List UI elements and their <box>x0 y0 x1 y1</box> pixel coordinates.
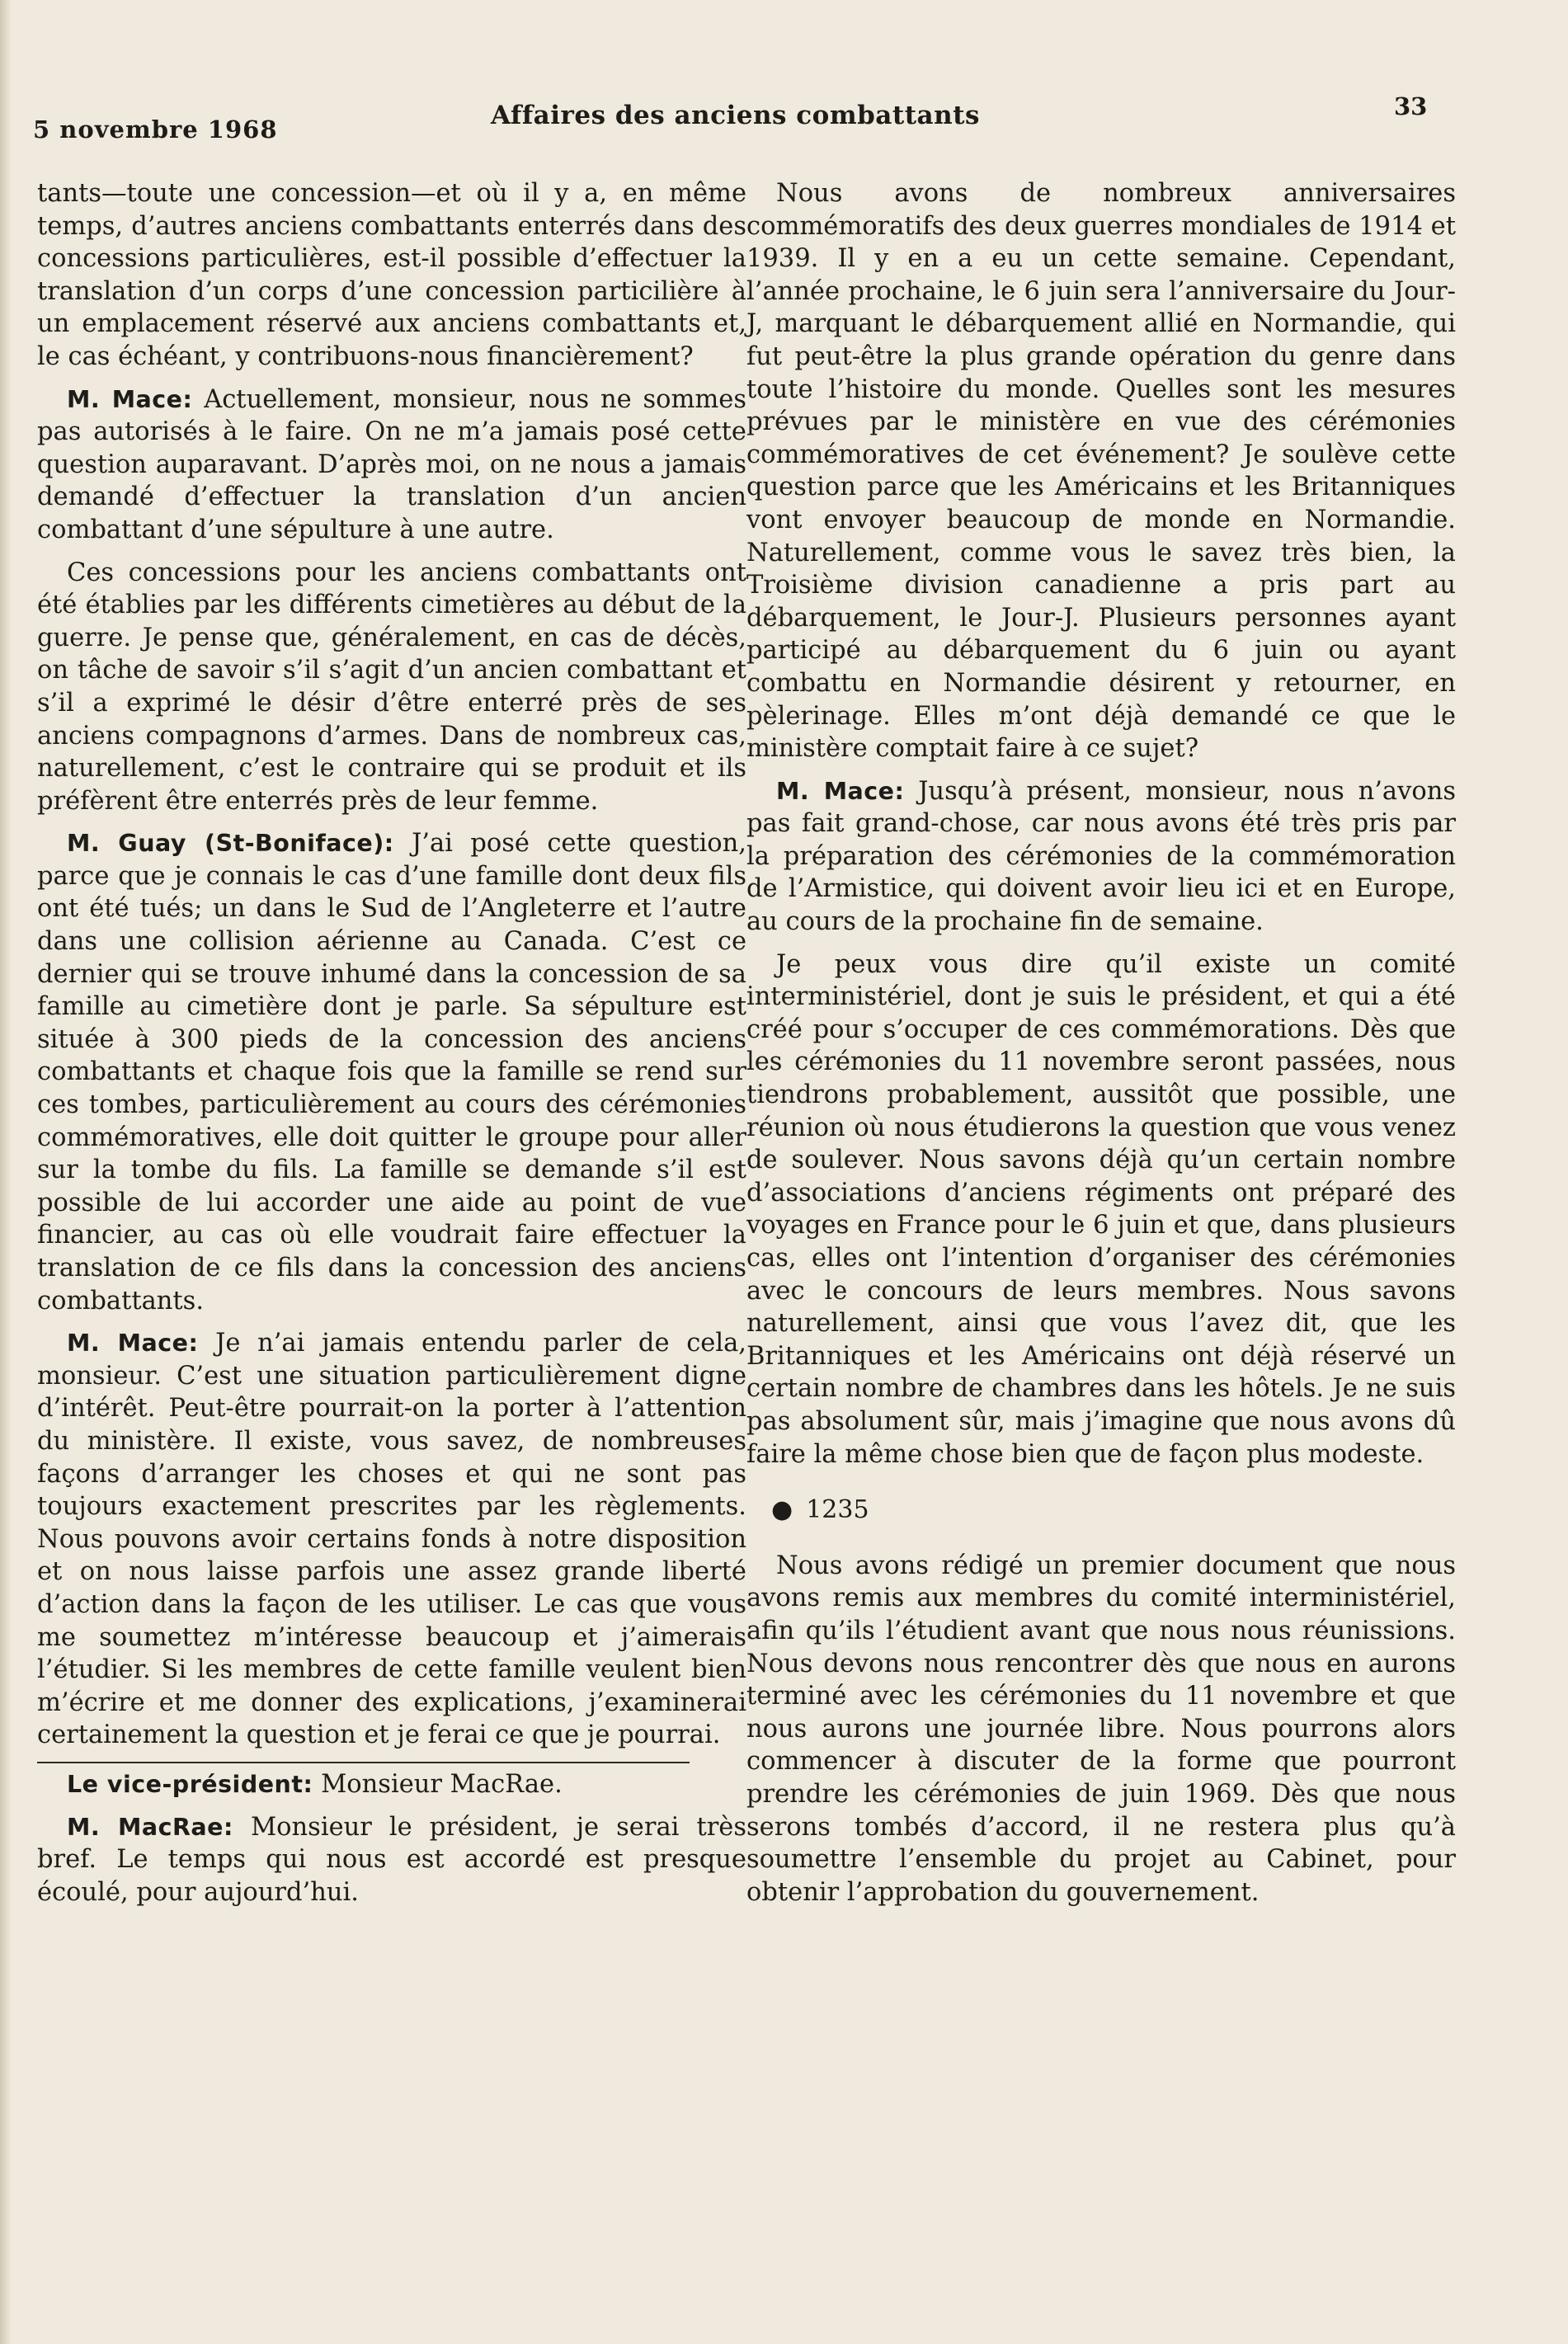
paragraph: Ces concessions pour les anciens combattants ont été établies par les différents cimetières au début de la guerre. Je pense que, généralement, en cas de décès, on tâche de savoir s’il s’agit d’un ancien combattant et s’il a exprimé le désir d’être enterré près de ses anciens compagnons d’armes. Dans de nombreux cas, naturellement, c’est le contraire qui se produit et ils préfèrent être enterrés près de leur femme. <box>37 558 746 816</box>
speaker-name: M. Mace: <box>67 1330 199 1358</box>
paragraph <box>37 384 746 547</box>
paragraph <box>746 775 1456 939</box>
left-column <box>37 177 746 1918</box>
speech-text: Monsieur le président, je serai très bref. Le temps qui nous est accordé est presque écoulé, pour aujourd’hui. <box>37 1812 746 1907</box>
time-marker <box>771 1494 1456 1527</box>
speaker-name: M. Guay (St-Boniface): <box>67 830 394 858</box>
paragraph <box>37 1811 746 1909</box>
paragraph: tants—toute une concession—et où il y a, en même temps, d’autres anciens combattants enterrés dans des concessions particulières, est-il possible d’effectuer la translation d’un corps d’une concession particilière à un emplacement réservé aux anciens combattants et, le cas échéant, y contribuons-nous financièrement? <box>37 179 746 371</box>
paragraph: Nous avons de nombreux anniversaires commémoratifs des deux guerres mondiales de 1914 et 1939. Il y en a eu un cette semaine. Cependant, l’année prochaine, le 6 juin sera l’anniversaire du Jour-J, marquant le débarquement allié en Normandie, qui fut peut-être la plus grande opération du genre dans toute l’histoire du monde. Quelles sont les mesures prévues par le ministère en vue des cérémonies commémoratives de cet événement? Je soulève cette question parce que les Américains et les Britanniques vont envoyer beaucoup de monde en Normandie. Naturellement, comme vous le savez très bien, la Troisième division canadienne a pris part au débarquement, le Jour-J. Plusieurs personnes ayant participé au débarquement du 6 juin ou ayant combattu en Normandie désirent y retourner, en pèlerinage. Elles m’ont déjà demandé ce que le ministère comptait faire à ce sujet? <box>746 179 1456 764</box>
speech-text: J’ai posé cette question, parce que je connais le cas d’une famille dont deux fils ont été tués; un dans le Sud de l’Angleterre et l’autre dans une collision aérienne au Canada. C’est ce dernier qui se trouve inhumé dans la concession de sa famille au cimetière dont je parle. Sa sépulture est située à 300 pieds de la concession des anciens combattants et chaque fois que la famille se rend sur ces tombes, particulièrement au cours des cérémonies commémoratives, elle doit quitter le groupe pour aller sur la tombe du fils. La famille se demande s’il est possible de lui accorder une aide au point de vue financier, au cas où elle voudrait faire effectuer la translation de ce fils dans la concession des anciens combattants. <box>37 829 746 1316</box>
speech-text: Jusqu’à présent, monsieur, nous n’avons pas fait grand-chose, car nous avons été très pris par la préparation des cérémonies de la commémoration de l’Armistice, qui doivent avoir lieu ici et en Europe, au cours de la prochaine fin de semaine. <box>746 776 1456 937</box>
header-title: Affaires des anciens combattants <box>491 101 980 130</box>
right-column <box>746 177 1456 1918</box>
paragraph: Je peux vous dire qu’il existe un comité interministériel, dont je suis le président, et qui a été créé pour s’occuper de ces commémorations. Dès que les cérémonies du 11 novembre seront passées, nous tiendrons probablement, aussitôt que possible, une réunion où nous étudierons la question que vous venez de soulever. Nous savons déjà qu’un certain nombre d’associations d’anciens régiments ont préparé des voyages en France pour le 6 juin et que, dans plusieurs cas, elles ont l’intention d’organiser des cérémonies avec le concours de leurs membres. Nous savons naturellement, ainsi que vous l’avez dit, que les Britanniques et les Américains ont déjà réservé un certain nombre de chambres dans les hôtels. Je ne suis pas absolument sûr, mais j’imagine que nous avons dû faire la même chose bien que de façon plus modeste. <box>746 949 1456 1469</box>
paragraph <box>37 1327 746 1752</box>
paragraph <box>37 827 746 1317</box>
speaker-name: M. MacRae: <box>67 1813 233 1841</box>
speech-text: Je n’ai jamais entendu parler de cela, monsieur. C’est une situation particulièrement digne d’intérêt. Peut-être pourrait-on la porter à l’attention du ministère. Il existe, vous savez, de nombreuses façons d’arranger les choses et qui ne sont pas toujours exactement prescrites par les règlements. Nous pouvons avoir certains fonds à notre disposition et on nous laisse parfois une assez grande liberté d’action dans la façon de les utiliser. Le cas que vous me soumettez m’intéresse beaucoup et j’aimerais l’étudier. Si les membres de cette famille veulent bien m’écrire et me donner des explications, j’examinerai certainement la question et je ferai ce que je pourrai. <box>37 1329 746 1750</box>
binding-edge <box>0 0 12 2344</box>
speech-text: Actuellement, monsieur, nous ne sommes pas autorisés à le faire. On ne m’a jamais posé cette question auparavant. D’après moi, on ne nous a jamais demandé d’effectuer la translation d’un ancien combattant d’une sépulture à une autre. <box>37 384 747 544</box>
time-marker-number: 1235 <box>806 1495 869 1525</box>
page-header <box>33 92 1435 142</box>
paragraph: Nous avons rédigé un premier document que nous avons remis aux membres du comité interministériel, afin qu’ils l’étudient avant que nous nous réunissions. Nous devons nous rencontrer dès que nous en aurons terminé avec les cérémonies du 11 novembre et que nous aurons une journée libre. Nous pourrons alors commencer à discuter de la forme que pourront prendre les cérémonies de juin 1969. Dès que nous serons tombés d’accord, il ne restera plus qu’à soumettre l’ensemble du projet au Cabinet, pour obtenir l’approbation du gouvernement. <box>746 1551 1456 1907</box>
divider <box>37 1762 690 1763</box>
header-date: 5 novembre 1968 <box>33 115 278 144</box>
paragraph <box>37 1768 746 1801</box>
speaker-name: M. Mace: <box>67 385 193 413</box>
bullet-icon: ● <box>771 1495 793 1525</box>
speaker-name: Le vice-président: <box>67 1770 313 1798</box>
speech-text: Monsieur MacRae. <box>313 1769 563 1799</box>
speaker-name: M. Mace: <box>776 777 905 805</box>
page-number: 33 <box>1394 92 1428 120</box>
